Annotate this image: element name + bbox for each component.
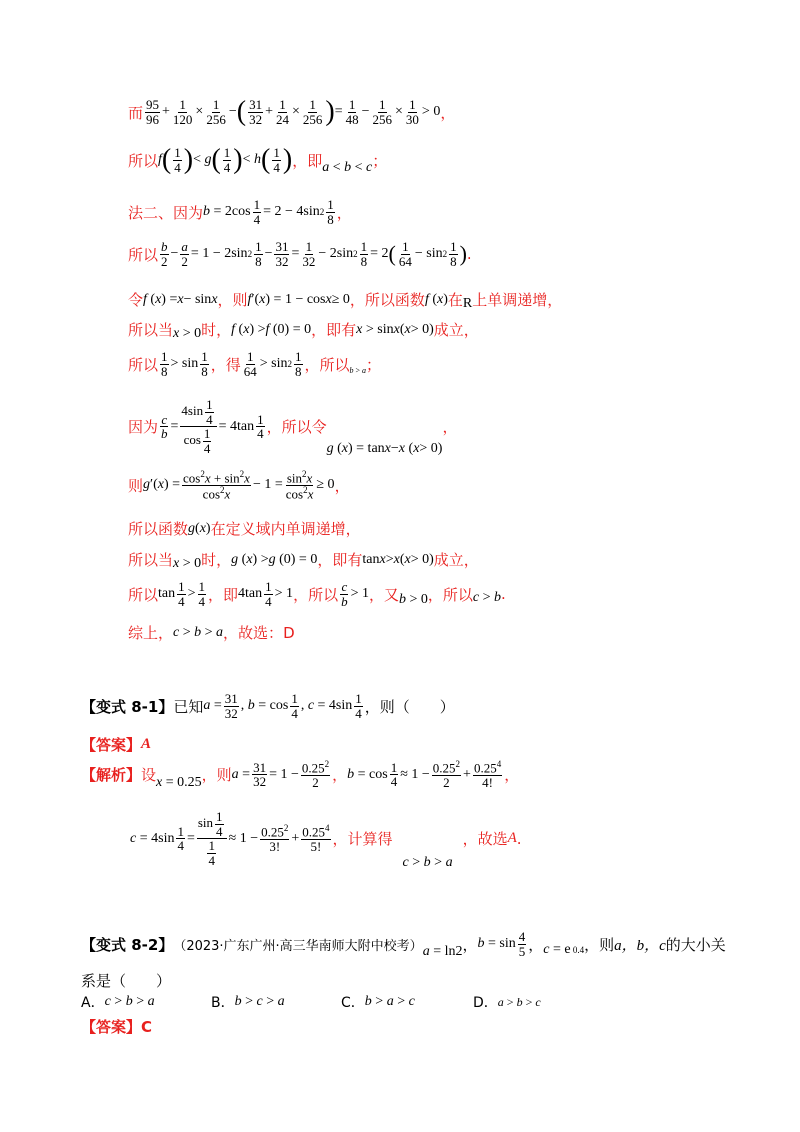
option-b[interactable] (211, 992, 341, 1012)
answer-letter: A (507, 830, 517, 847)
question-stem: 已知 (173, 697, 204, 716)
line-text: ，即 (208, 585, 239, 604)
math-expression: f ( $\frac{1}{4}$ ) < g ( $\frac{1}{4}$ ) < h ( $\frac{1}{4}$ ) (158, 144, 293, 176)
line-text: ； (366, 355, 382, 374)
math-expression: b > c > a (234, 994, 285, 1009)
math-expression: $\frac{95}{96}$ + $\frac{1}{120}$ × $\frac{1}{256}$ − ( $\frac{31}{32}$ + $\frac{1}{24}$ × $\frac{1}{256}$ ) = $\frac{1}{48}$ − $\frac{1}{256}$ × $\frac{1}{30}$ > 0 (146, 96, 441, 128)
variant-tag: 【变式 8-2】 (81, 935, 174, 954)
math-expression: c > b > a (402, 854, 453, 870)
line-text: 在定义域内单调递增， (210, 520, 361, 538)
math-expression: f ( x ) = x − sin x (143, 291, 218, 307)
line-text: 的大小关 (665, 935, 726, 954)
math-expression: x = 0.25 (156, 774, 202, 790)
line-text: ，故选 (462, 830, 508, 849)
line-text: 系是（ ） (81, 972, 172, 990)
line-text: ，故选： (223, 624, 284, 642)
math-expression: c > b > a (173, 624, 224, 640)
math-expression: $\frac{c}{b}$ > 1 (341, 579, 369, 609)
solution-line-1 (128, 98, 455, 126)
line-text: ，即 (292, 151, 323, 170)
answer-tag: 【答案】 (81, 1018, 142, 1036)
math-expression: a > b > c (497, 994, 541, 1009)
line-text: 法二、因为 (128, 203, 204, 222)
math-expression: g ′( x ) = $\frac{\cos^2x + \sin^2x}{\cos^2x}$ − 1 = $\frac{\sin^2x}{\cos^2x}$ ≥ 0 (143, 469, 335, 502)
variant-8-1-analysis (81, 760, 519, 790)
answer-letter: D (283, 623, 295, 642)
math-expression: g ( x ) (188, 520, 211, 536)
math-expression: $\frac{1}{64}$ > sin 2 $\frac{1}{8}$ (243, 349, 302, 379)
solution-line-9 (128, 470, 350, 501)
solution-line-6 (128, 319, 479, 340)
line-text: ， (462, 935, 478, 954)
solution-line-12 (128, 580, 506, 608)
math-expression: x > 0 (173, 555, 202, 571)
math-expression: b > a (349, 365, 367, 375)
math-expression: c = e 0.4 (543, 942, 585, 958)
variant-8-2-question-cont (81, 970, 171, 991)
math-expression: 4tan $\frac{1}{4}$ > 1 (238, 579, 294, 609)
math-expression: b > 0 (399, 592, 428, 608)
line-text: ，即有 (311, 321, 357, 339)
line-text: 因为 (128, 418, 159, 437)
solution-line-11 (128, 549, 479, 570)
math-expression: b = sin $\frac{4}{5}$ (477, 929, 526, 959)
variant-8-2-question (81, 930, 726, 958)
line-text: 所以 (128, 585, 159, 604)
math-expression: tan $\frac{1}{4}$ > $\frac{1}{4}$ (158, 579, 206, 609)
line-text: ， (442, 418, 458, 437)
line-text: ； (372, 151, 388, 170)
variant-tag: 【变式 8-1】 (81, 697, 174, 716)
math-expression: c > b (472, 590, 502, 606)
math-expression: $\frac{b}{2}$ − $\frac{a}{2}$ = 1 − 2sin 2 $\frac{1}{8}$ − $\frac{31}{32}$ = $\frac{1}{32}$ − 2sin 2 $\frac{1}{8}$ = 2 ( $\frac{1}{64}$ − sin 2 $\frac{1}{8}$ ) (161, 239, 467, 269)
line-text: ，得 (210, 355, 241, 374)
math-expression: b = cos $\frac{1}{4}$ ≈ 1 − $\frac{0.25^2}{2}$ + $\frac{0.25^4}{4!}$ (347, 759, 502, 790)
solution-line-3 (128, 198, 352, 226)
line-text: 时， (201, 321, 232, 339)
line-text: 而 (128, 103, 144, 122)
line-text: . (466, 245, 472, 264)
line-text: ，所以 (293, 585, 339, 604)
solution-line-5 (128, 289, 562, 310)
math-expression: f ′( x ) = 1 − cos x ≥ 0 (247, 291, 350, 307)
variant-8-2-options (81, 992, 541, 1012)
line-text: 令 (128, 291, 144, 309)
solution-line-4 (128, 240, 472, 268)
line-text: . (516, 829, 522, 848)
math-expression: $\frac{c}{b}$ = 4sin $\frac{1}{4}$ cos $\frac{1}{4}$ = 4tan $\frac{1}{4}$ (161, 397, 264, 456)
math-expression: x > sin x ( x > 0) (356, 321, 434, 337)
line-text: 所以当 (128, 321, 174, 339)
variant-8-1-calc (130, 810, 522, 868)
answer-letter: A (141, 736, 152, 752)
line-text: 所以 (128, 355, 159, 374)
line-text: ， (334, 476, 350, 495)
math-expression: tan x > x ( x > 0) (362, 551, 434, 567)
math-expression: a = $\frac{31}{32}$ = 1 − $\frac{0.25^2}{2}$ (231, 759, 330, 790)
variant-8-1-question (81, 692, 455, 720)
question-source: （2023·广东广州·高三华南师大附中校考） (173, 938, 423, 954)
analysis-tag: 【解析】 (81, 766, 142, 785)
math-expression: c > b > a (104, 994, 155, 1009)
math-expression: b = 2cos $\frac{1}{4}$ = 2 − 4sin 2 $\frac{1}{8}$ (203, 197, 334, 227)
line-text: 所以 (128, 245, 159, 264)
math-expression: f ( x ) > f (0) = 0 (231, 321, 312, 337)
line-text: 成立， (433, 321, 479, 339)
line-text: . (501, 585, 506, 604)
math-expression: a < b < c (322, 160, 373, 176)
math-expression: x > 0 (173, 325, 202, 341)
line-text: ，所以 (427, 585, 473, 604)
line-text: 所以 (128, 151, 159, 170)
math-expression: a = ln2 (422, 944, 463, 960)
answer-tag: 【答案】 (81, 736, 142, 754)
line-text: 成立， (433, 551, 479, 569)
solution-line-13 (128, 622, 295, 643)
line-text: ，所以令 (266, 418, 327, 437)
option-label: D． (473, 995, 498, 1011)
line-text: ，则 (201, 766, 232, 785)
line-text: ， (528, 935, 544, 954)
variables-text: a，b，c (614, 937, 666, 954)
real-set: R (462, 295, 473, 311)
line-text: ，所以函数 (349, 291, 425, 309)
line-text: 在 (447, 291, 463, 309)
math-expression: c = 4sin $\frac{1}{4}$ = sin $\frac{1}{4}$ $\frac{1}{4}$ ≈ 1 − $\frac{0.25^2}{3!}$ + $\frac{0.25^4}{5!}$ (130, 809, 330, 868)
answer-letter: C (141, 1017, 153, 1036)
option-a[interactable] (81, 992, 211, 1012)
line-text: ， (440, 103, 456, 122)
line-text: ， (332, 766, 348, 785)
line-text: ， (336, 203, 352, 222)
option-label: B． (211, 995, 235, 1011)
solution-line-8 (128, 398, 457, 456)
line-text: 所以函数 (128, 520, 189, 538)
line-text: ，即有 (317, 551, 363, 569)
option-label: C． (341, 995, 365, 1011)
option-c[interactable] (341, 992, 473, 1012)
math-expression: $\frac{1}{8}$ > sin $\frac{1}{8}$ (161, 349, 208, 379)
line-text: 时， (201, 551, 232, 569)
math-expression: b > a > c (364, 994, 415, 1009)
solution-line-10 (128, 518, 361, 539)
line-text: ，则 (584, 935, 615, 954)
solution-line-2 (128, 146, 387, 174)
math-expression: a = $\frac{31}{32}$ , b = cos $\frac{1}{4}$ , c = 4sin $\frac{1}{4}$ (203, 691, 362, 721)
line-text: 所以当 (128, 551, 174, 569)
line-text: 设 (141, 766, 157, 785)
line-text: ，又 (368, 585, 399, 604)
line-text: 则 (128, 476, 144, 495)
math-expression: g ( x ) = tan x − x ( x > 0) (326, 440, 443, 456)
line-text: ，所以 (304, 355, 350, 374)
line-text: ， (504, 766, 520, 785)
math-expression: g ( x ) > g (0) = 0 (231, 551, 318, 567)
option-label: A． (81, 995, 105, 1011)
math-expression: f ( x ) (424, 291, 448, 307)
line-text: 上单调递增， (472, 291, 563, 309)
option-d[interactable] (473, 992, 541, 1012)
question-tail: ，则（ ） (364, 697, 455, 716)
variant-8-2-answer (81, 1016, 152, 1037)
line-text: ，则 (217, 291, 248, 309)
solution-line-7 (128, 350, 381, 378)
line-text: 综上， (128, 624, 174, 642)
variant-8-1-answer (81, 734, 151, 755)
line-text: ，计算得 (332, 830, 393, 849)
